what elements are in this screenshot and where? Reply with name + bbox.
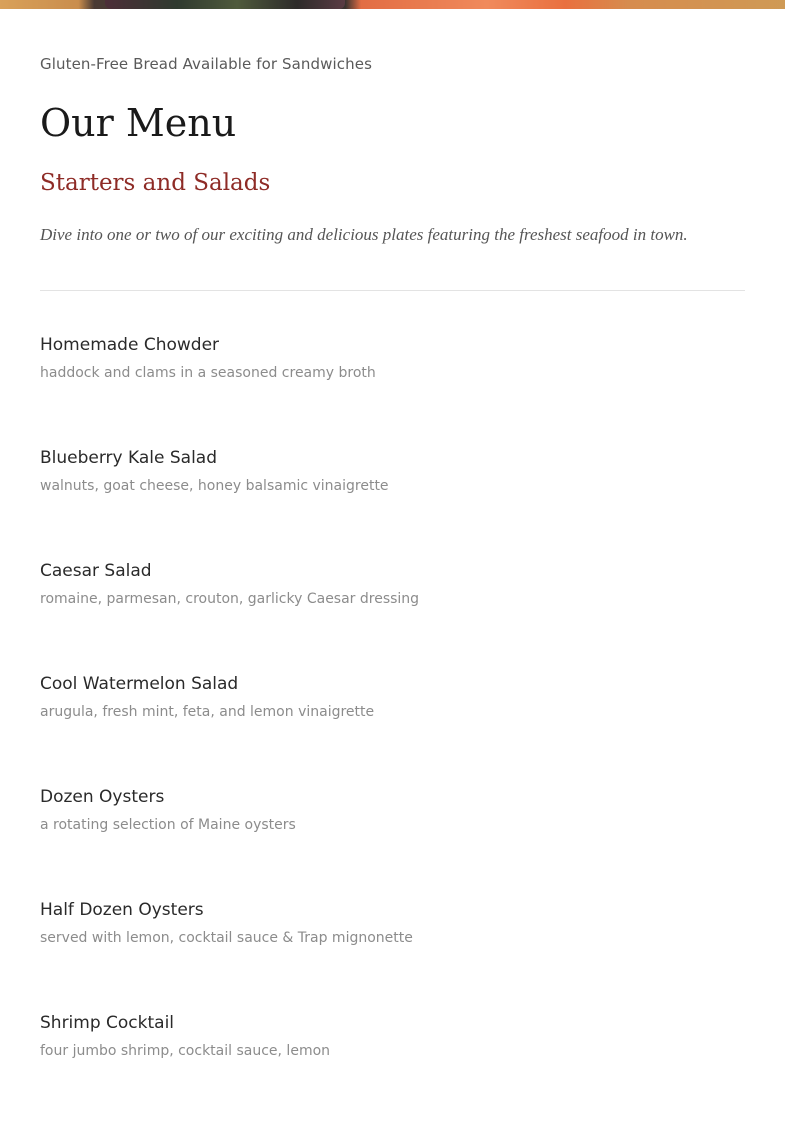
menu-item-name: Cool Watermelon Salad [40,674,239,694]
menu-item-name: Caesar Salad [40,561,152,581]
hero-image-strip [0,0,785,9]
section-divider [40,290,745,291]
section-title: Starters and Salads [40,170,271,196]
menu-item [40,786,419,899]
menu-item [40,560,419,673]
menu-item-description: romaine, parmesan, crouton, garlicky Caesar dressing [40,591,420,607]
menu-item-name: Homemade Chowder [40,335,220,355]
menu-item-description: four jumbo shrimp, cocktail sauce, lemon [40,1043,331,1059]
menu-item-description: a rotating selection of Maine oysters [40,817,296,833]
menu-item [40,673,419,786]
menu-item [40,1012,419,1125]
menu-item-list [40,334,419,1125]
menu-item-name: Shrimp Cocktail [40,1013,175,1033]
menu-item-description: haddock and clams in a seasoned creamy broth [40,365,376,381]
section-intro: Dive into one or two of our exciting and delicious plates featuring the freshest seafood in town. [40,225,688,244]
menu-item [40,899,419,1012]
food-bowl-image [105,0,345,9]
page-title: Our Menu [40,101,237,145]
menu-item-description: served with lemon, cocktail sauce & Trap mignonette [40,930,413,946]
menu-item [40,447,419,560]
menu-item-description: walnuts, goat cheese, honey balsamic vinaigrette [40,478,389,494]
menu-item-description: arugula, fresh mint, feta, and lemon vinaigrette [40,704,375,720]
menu-item-name: Blueberry Kale Salad [40,448,218,468]
gluten-free-notice: Gluten-Free Bread Available for Sandwiches [40,55,372,73]
menu-item [40,334,419,447]
menu-item-name: Dozen Oysters [40,787,165,807]
menu-item-name: Half Dozen Oysters [40,900,204,920]
